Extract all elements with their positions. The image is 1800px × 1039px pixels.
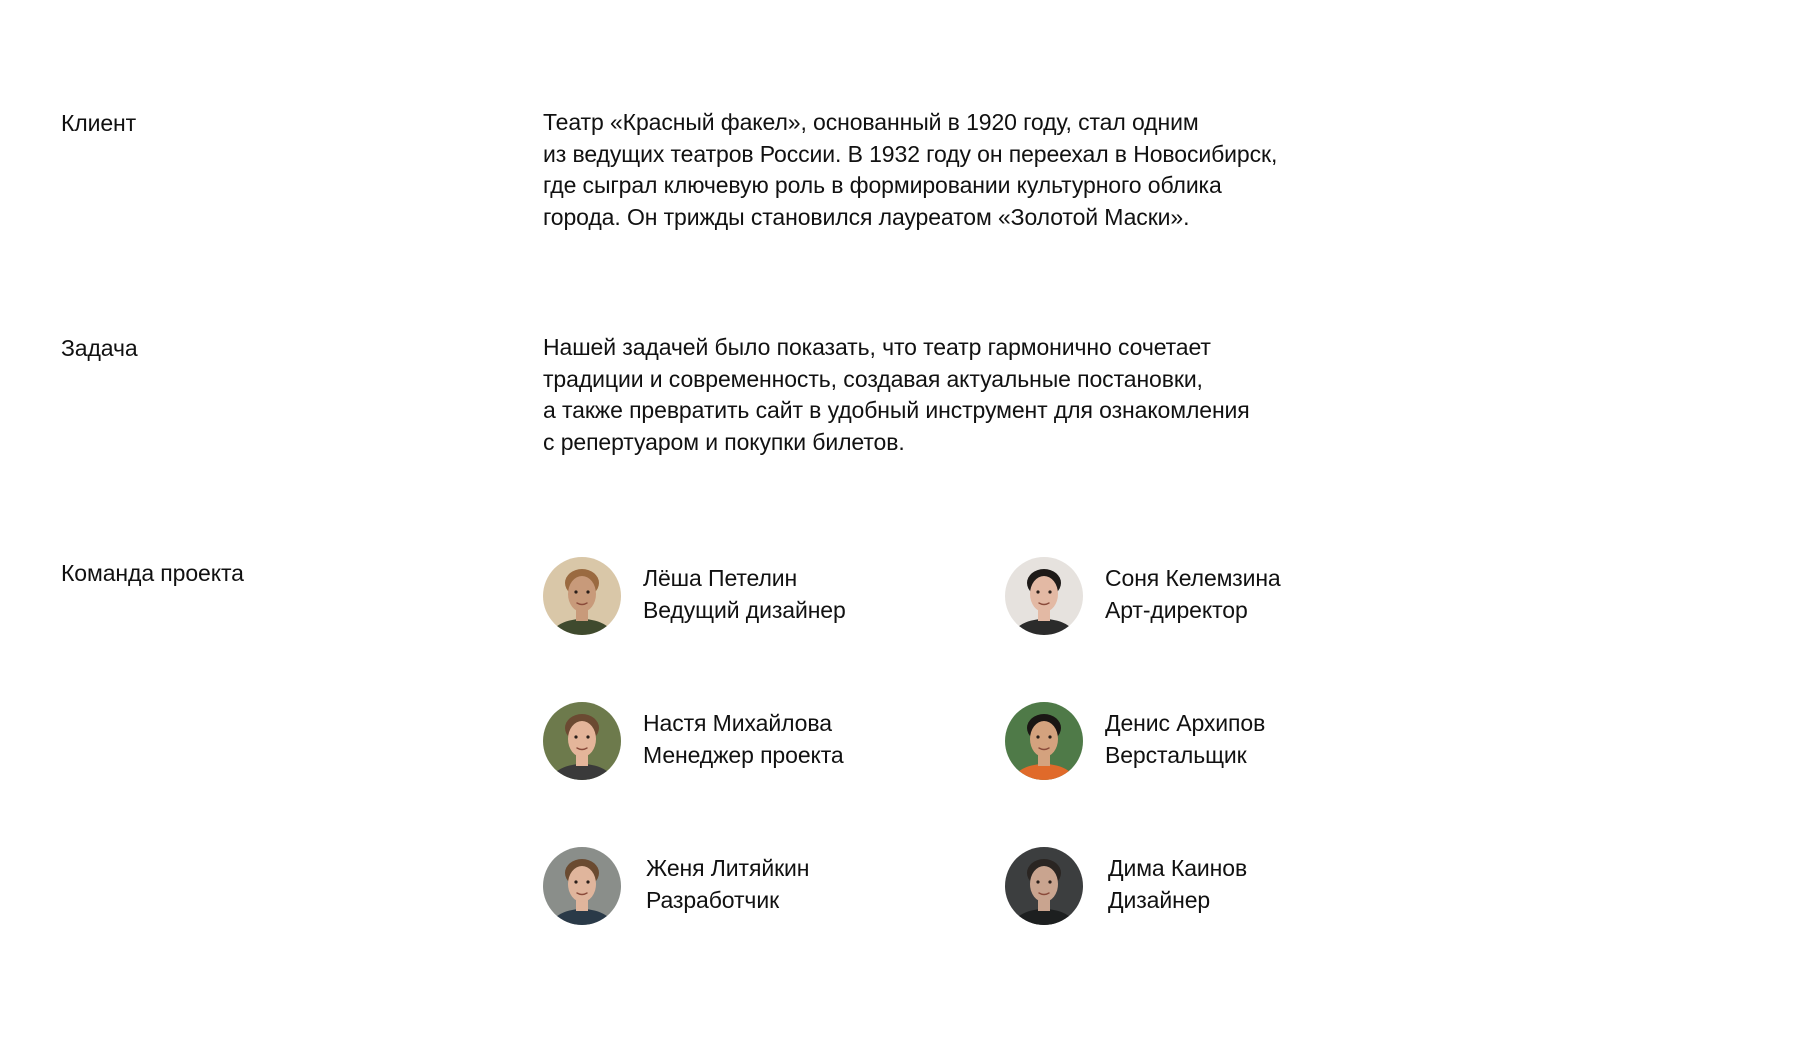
avatar-photo (1005, 557, 1083, 635)
avatar-eye (1036, 735, 1039, 738)
avatar-eye (1048, 880, 1051, 883)
member-info (646, 853, 809, 916)
member-role: Ведущий дизайнер (643, 596, 846, 623)
avatar-eye (586, 590, 589, 593)
task-description-line: традиции и современность, создавая актуальные постановки, (543, 365, 1203, 392)
avatar-photo (1005, 847, 1083, 925)
section-label-client: Клиент (61, 110, 137, 136)
avatar-photo (543, 847, 621, 925)
avatar-eye (1048, 735, 1051, 738)
avatar-face (1030, 576, 1058, 612)
member-name: Женя Литяйкин (646, 855, 810, 881)
avatar (543, 557, 621, 635)
client-description-line: Театр «Красный факел», основанный в 1920 году, стал одним (543, 109, 1199, 135)
team-member-card (1005, 557, 1425, 635)
avatar-eye (1036, 880, 1039, 883)
member-name: Настя Михайлова (643, 710, 832, 736)
team-member-card (543, 847, 963, 925)
client-description-line: города. Он трижды становился лауреатом «Золотой Маски». (543, 203, 1190, 230)
task-description (543, 332, 1343, 458)
avatar-photo (543, 702, 621, 780)
task-description-line: а также превратить сайт в удобный инструмент для ознакомления (543, 397, 1250, 423)
member-role: Арт-директор (1105, 596, 1248, 623)
avatar-face (1030, 866, 1058, 902)
avatar-eye (574, 590, 577, 593)
team-member-card (1005, 847, 1425, 925)
avatar-eye (574, 735, 577, 738)
team-member-card (543, 702, 963, 780)
avatar-face (568, 866, 596, 902)
avatar-face (568, 721, 596, 757)
avatar-face (568, 576, 596, 612)
avatar (1005, 847, 1083, 925)
member-info (643, 708, 844, 771)
member-name: Соня Келемзина (1105, 565, 1281, 591)
client-description-line: из ведущих театров России. В 1932 году он переехал в Новосибирск, (543, 140, 1278, 167)
task-description-line: с репертуаром и покупки билетов. (543, 428, 905, 455)
member-role: Менеджер проекта (643, 741, 844, 768)
avatar-eye (586, 880, 589, 883)
member-info (1105, 563, 1281, 626)
member-info (643, 563, 846, 626)
avatar (1005, 702, 1083, 780)
member-name: Лёша Петелин (643, 565, 798, 591)
avatar (1005, 557, 1083, 635)
member-info (1105, 708, 1265, 771)
avatar-eye (574, 880, 577, 883)
member-role: Верстальщик (1105, 741, 1247, 768)
member-role: Дизайнер (1108, 886, 1211, 913)
section-label-task: Задача (61, 335, 138, 361)
avatar-photo (543, 557, 621, 635)
task-description-line: Нашей задачей было показать, что театр гармонично сочетает (543, 334, 1211, 360)
avatar-eye (586, 735, 589, 738)
section-label-team: Команда проекта (61, 560, 244, 586)
member-name: Дима Каинов (1108, 855, 1248, 881)
member-name: Денис Архипов (1105, 710, 1266, 736)
avatar-eye (1036, 590, 1039, 593)
member-info (1108, 853, 1247, 916)
avatar (543, 702, 621, 780)
team-member-card (543, 557, 963, 635)
avatar-face (1030, 721, 1058, 757)
avatar-eye (1048, 590, 1051, 593)
avatar-photo (1005, 702, 1083, 780)
client-description (543, 107, 1343, 233)
member-role: Разработчик (646, 886, 780, 913)
client-description-line: где сыграл ключевую роль в формировании культурного облика (543, 172, 1222, 198)
team-member-card (1005, 702, 1425, 780)
avatar (543, 847, 621, 925)
